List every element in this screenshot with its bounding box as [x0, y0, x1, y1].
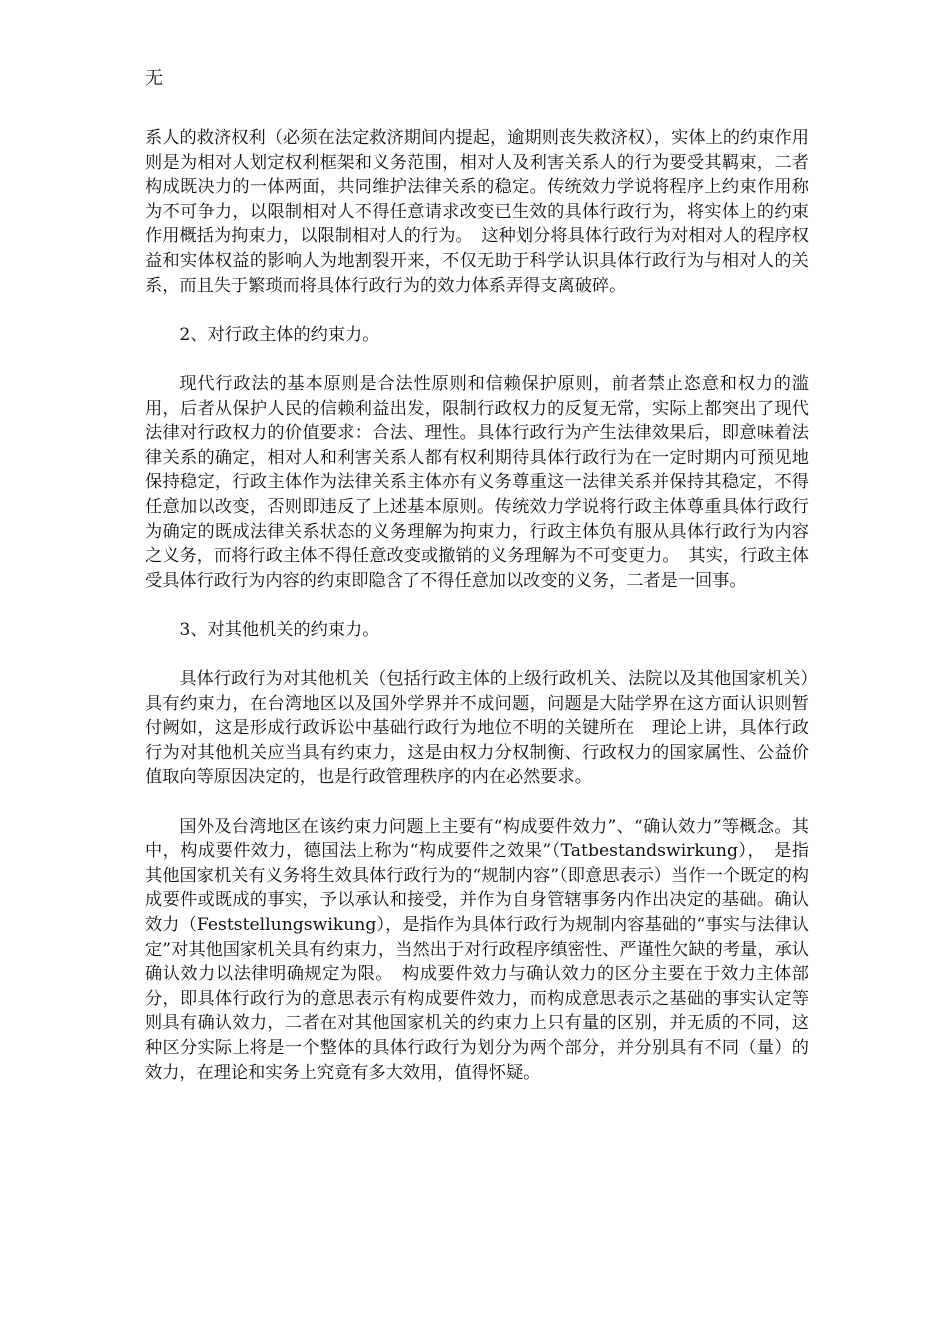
paragraph-other-organs: 具体行政行为对其他机关（包括行政主体的上级行政机关、法院以及其他国家机关）具有约束力，在台湾地区以及国外学界并不成问题，问题是大陆学界在这方面认识则暂付阙如，这是形成行政诉讼中基础行政行为地位不明的关键所在 理论上讲，具体行政行为对其他机关应当具有约束力，这是由权力分权制衡、行政权力的国家属性、公益价值取向等原因决定的，也是行政管理秩序的内在必然要求。 [145, 669, 809, 788]
section-heading-other-organs: 3、对其他机关的约束力。 [179, 619, 380, 640]
paragraph-administrative-subject: 现代行政法的基本原则是合法性原则和信赖保护原则，前者禁止恣意和权力的滥用，后者从保护人民的信赖利益出发，限制行政权力的反复无常，实际上都突出了现代法律对行政权力的价值要求：合法、理性。具体行政行为产生法律效果后，即意味着法律关系的确定，相对人和利害关系人都有权利期待具体行政行为在一定时期内可预见地保持稳定，行政主体作为法律关系主体亦有义务尊重这一法律关系并保持其稳定，不得任意加以改变，否则即违反了上述基本原则。传统效力学说将行政主体尊重具体行政行为确定的既成法律关系状态的义务理解为拘束力，行政主体负有服从具体行政行为内容之义务，而将行政主体不得任意改变或撤销的义务理解为不可变更力。 其实，行政主体受具体行政行为内容的约束即隐含了不得任意加以改变的义务，二者是一回事。 [145, 373, 809, 591]
page-header-label: 无 [145, 68, 163, 89]
document-body [145, 126, 809, 1110]
paragraph-foreign-taiwan-concepts: 国外及台湾地区在该约束力问题上主要有“构成要件效力”、“确认效力”等概念。其中，构成要件效力，德国法上称为“构成要件之效果”（Tatbestandswirkung）， 是指其他国家机关有义务将生效具体行政行为的“规制内容”（即意思表示）当作一个既定的构成要件或既成的事实，予以承认和接受，并作为自身管辖事务内作出决定的基础。确认效力（Feststellungswikung），是指作为具体行政行为规制内容基础的“事实与法律认定”对其他国家机关具有约束力，当然出于对行政程序缜密性、严谨性欠缺的考量，承认确认效力以法律明确规定为限。 构成要件效力与确认效力的区分主要在于效力主体部分，即具体行政行为的意思表示有构成要件效力，而构成意思表示之基础的事实认定等则具有确认效力，二者在对其他国家机关的约束力上只有量的区别，并无质的不同，这种区分实际上将是一个整体的具体行政行为划分为两个部分，并分别具有不同（量）的效力，在理论和实务上究竟有多大效用，值得怀疑。 [145, 816, 809, 1083]
paragraph-continued-relative-party: 系人的救济权利（必须在法定救济期间内提起，逾期则丧失救济权），实体上的约束作用则是为相对人划定权利框架和义务范围，相对人及利害关系人的行为要受其羁束，二者构成既决力的一体两面，共同维护法律关系的稳定。传统效力学说将程序上约束作用称为不可争力，以限制相对人不得任意请求改变已生效的具体行政行为，将实体上的约束作用概括为拘束力，以限制相对人的行为。 这种划分将具体行政行为对相对人的程序权益和实体权益的影响人为地割裂开来，不仅无助于科学认识具体行政行为与相对人的关系，而且失于繁琐而将具体行政行为的效力体系弄得支离破碎。 [145, 128, 809, 296]
section-heading-administrative-subject: 2、对行政主体的约束力。 [179, 324, 380, 345]
